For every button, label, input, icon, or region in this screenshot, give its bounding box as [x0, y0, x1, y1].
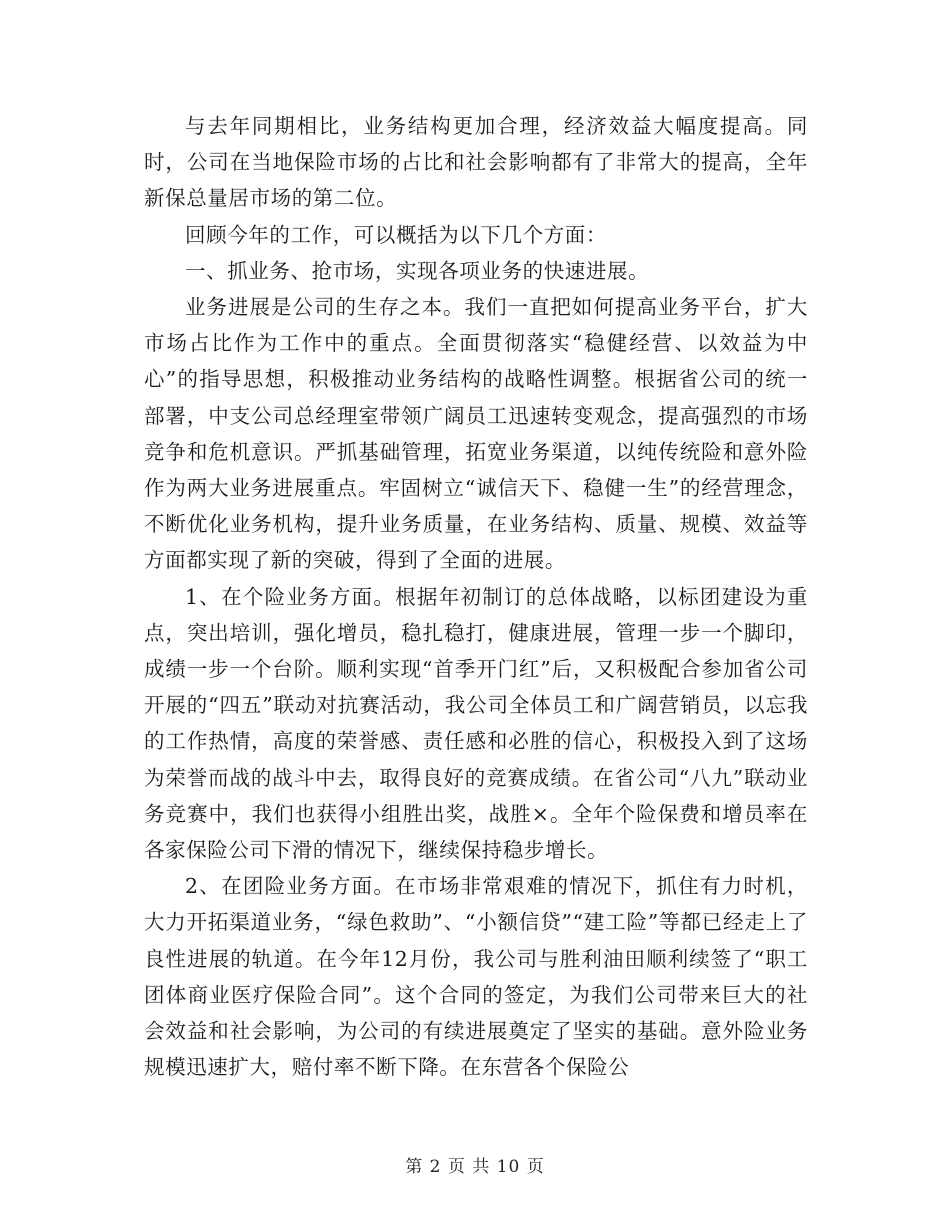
document-body: [144, 108, 808, 1085]
paragraph-review-intro: 回顾今年的工作，可以概括为以下几个方面：: [185, 222, 607, 247]
paragraph-group-insurance: 2、在团险业务方面。在市场非常艰难的情况下，抓住有力时机，大力开拓渠道业务，“绿色救助”、“小额信贷”“建工险”等都已经走上了良性进展的轨道。在今年12月份，我公司与胜利油田顺利续签了“职工团体商业医疗保险合同”。这个合同的签定，为我们公司带来巨大的社会效益和社会影响，为公司的有续进展奠定了坚实的基础。意外险业务规模迅速扩大，赔付率不断下降。在东营各个保险公: [144, 874, 808, 1080]
paragraph-business-development: 业务进展是公司的生存之本。我们一直把如何提高业务平台，扩大市场占比作为工作中的重点。全面贯彻落实“稳健经营、以效益为中心”的指导思想，积极推动业务结构的战略性调整。根据省公司的统一部署，中支公司总经理室带领广阔员工迅速转变观念，提高强烈的市场竞争和危机意识。严抓基础管理，拓宽业务渠道，以纯传统险和意外险作为两大业务进展重点。牢固树立“诚信天下、稳健一生”的经营理念，不断优化业务机构，提升业务质量，在业务结构、质量、规模、效益等方面都实现了新的突破，得到了全面的进展。: [144, 295, 808, 573]
paragraph-comparison-summary: 与去年同期相比，业务结构更加合理，经济效益大幅度提高。同时，公司在当地保险市场的占比和社会影响都有了非常大的提高，全年新保总量居市场的第二位。: [144, 114, 808, 211]
page-number-footer: 第 2 页 共 10 页: [405, 1157, 545, 1177]
section-heading-1: 一、抓业务、抢市场，实现各项业务的快速进展。: [185, 258, 650, 283]
paragraph-individual-insurance: 1、在个险业务方面。根据年初制订的总体战略，以标团建设为重点，突出培训，强化增员，稳扎稳打，健康进展，管理一步一个脚印，成绩一步一个台阶。顺利实现“首季开门红”后，又积极配合参加省公司开展的“四五”联动对抗赛活动，我公司全体员工和广阔营销员，以忘我的工作热情，高度的荣誉感、责任感和必胜的信心，积极投入到了这场为荣誉而战的战斗中去，取得良好的竞赛成绩。在省公司“八九”联动业务竞赛中，我们也获得小组胜出奖，战胜×。全年个险保费和增员率在各家保险公司下滑的情况下，继续保持稳步增长。: [144, 584, 808, 863]
